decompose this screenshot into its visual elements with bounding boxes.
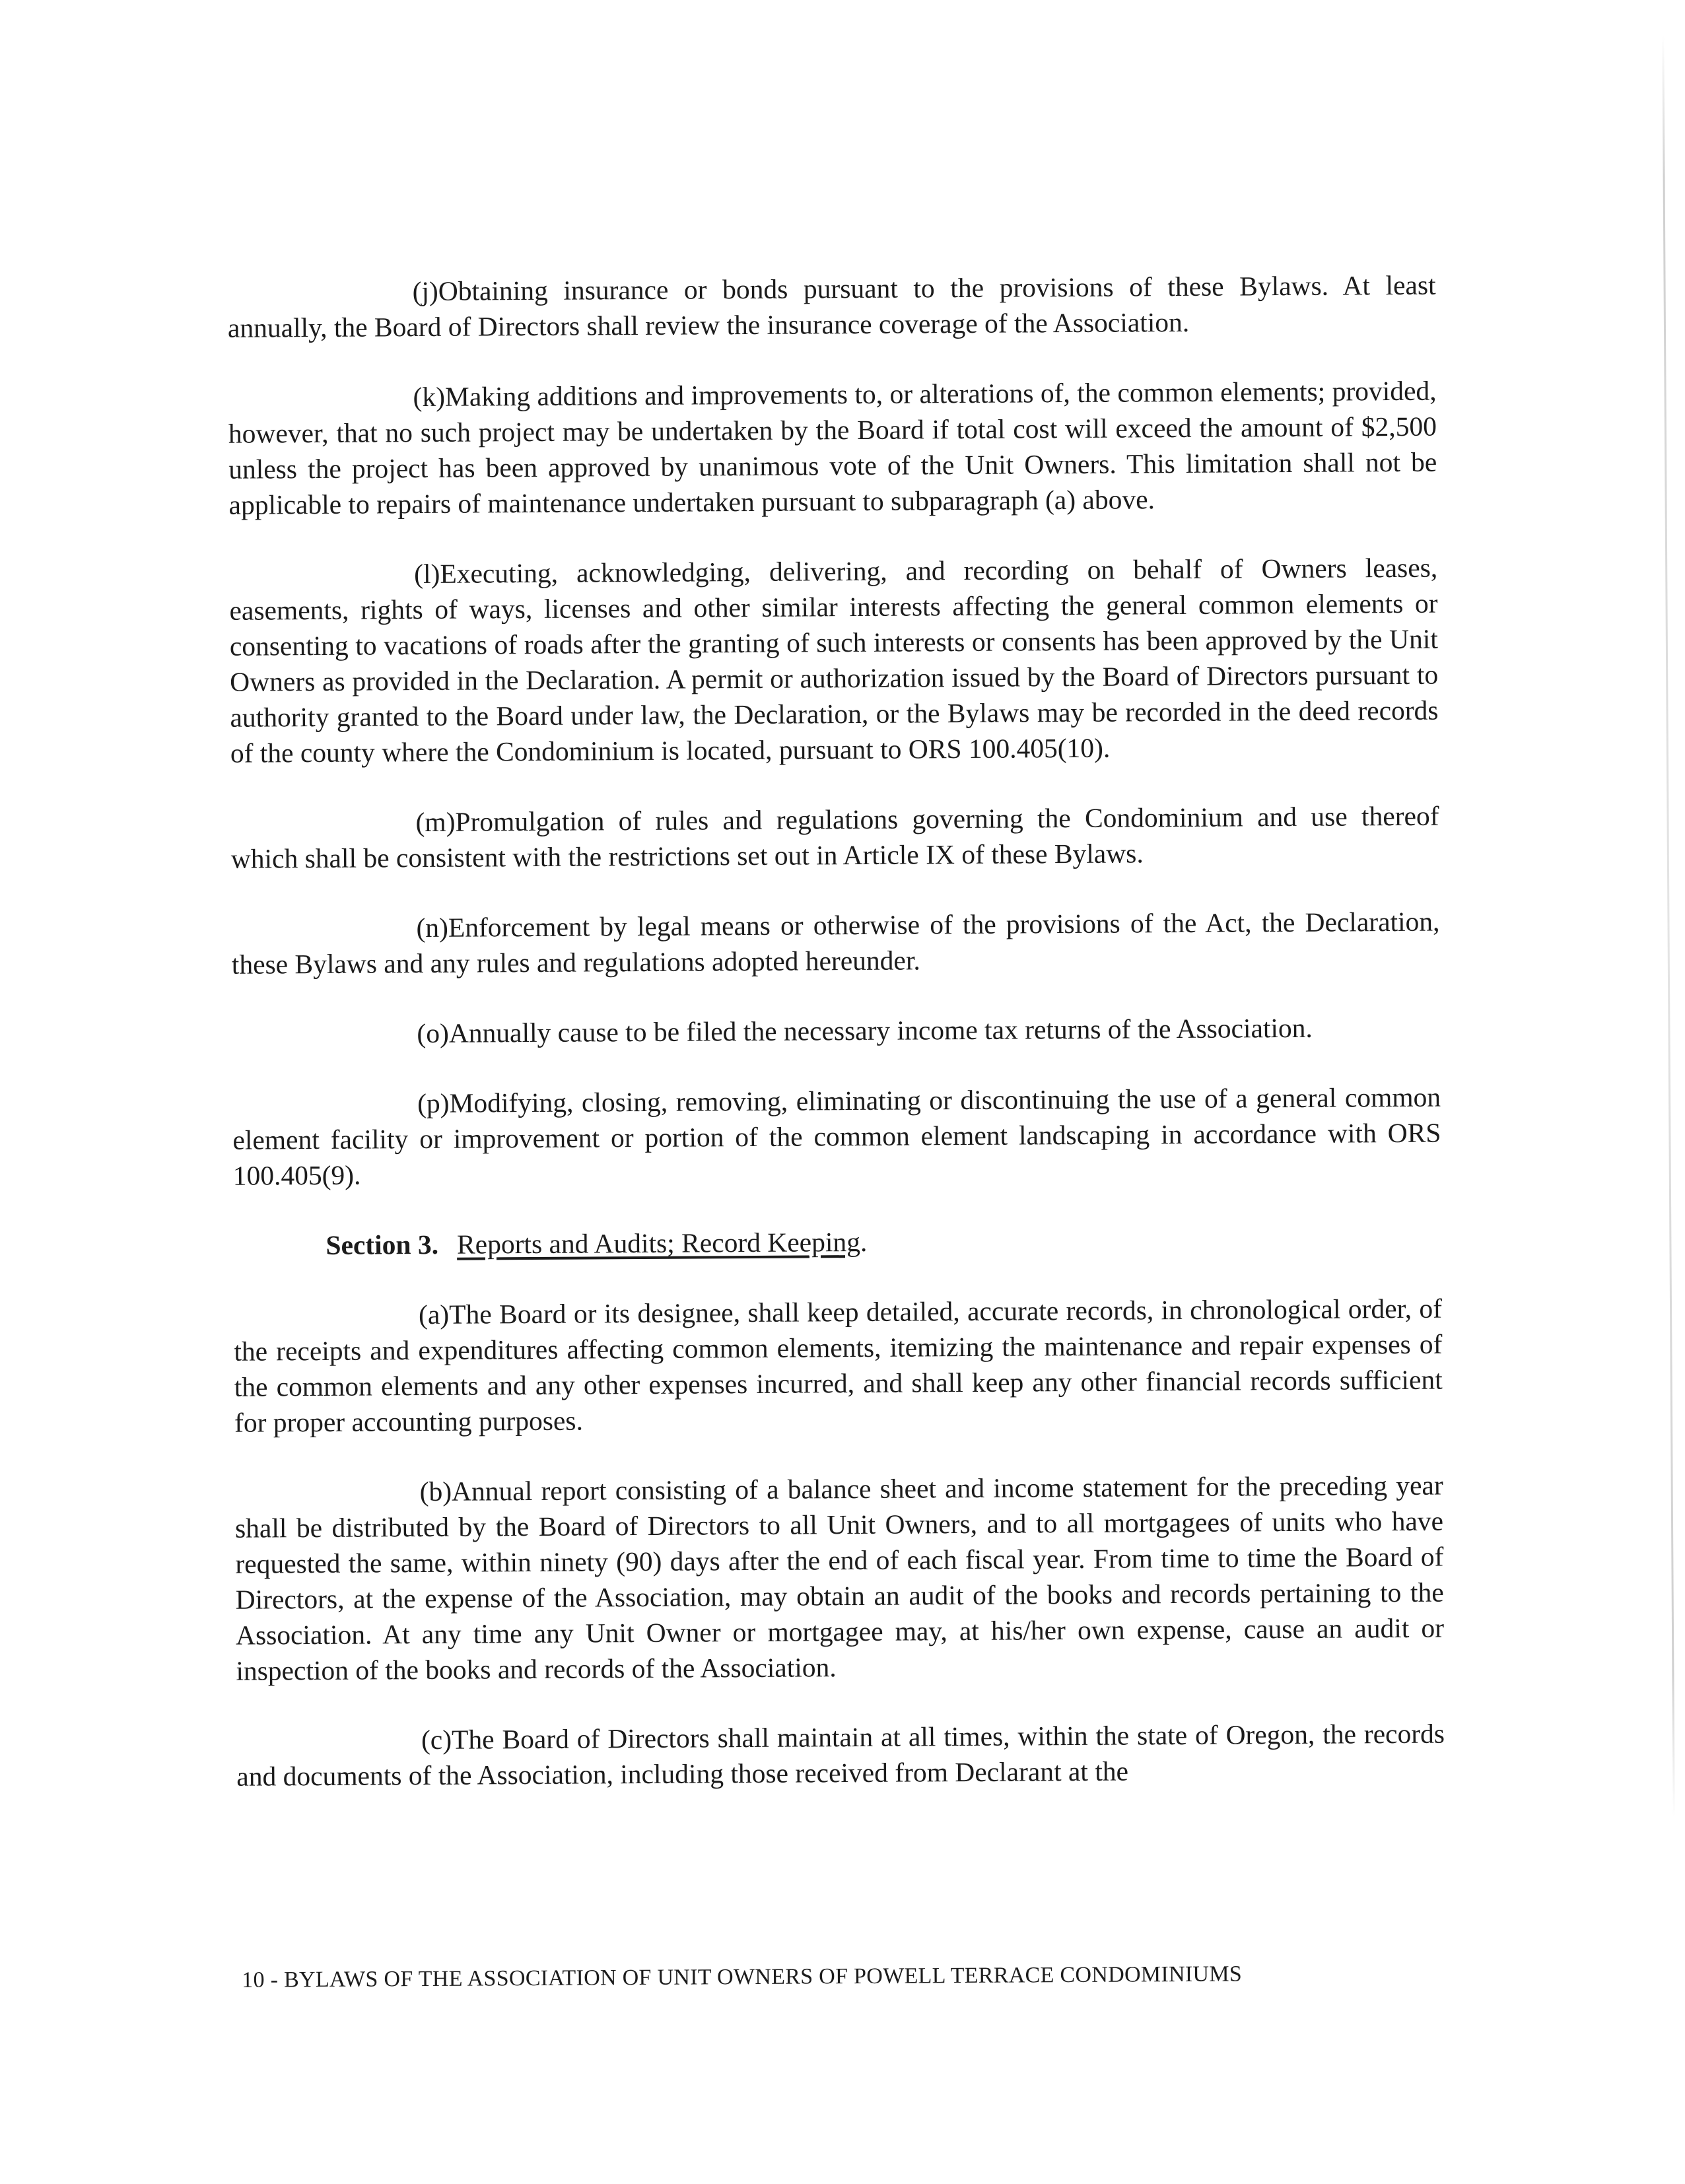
paragraph-marker: (j)	[412, 275, 438, 307]
paragraph-a	[234, 1291, 1443, 1441]
paragraph-text: Annual report consisting of a balance sheet and income statement for the preceding year shall be distributed by the Board of Directors to all Unit Owners, and to all mortgagees of units who have requested the same, within ninety (90) days after the end of each fiscal year. From time to time the Board of Directors, at the expense of the Association, may obtain an audit of the books and records pertaining to the Association. At any time any Unit Owner or mortgagee may, at his/her own expense, cause an audit or inspection of the books and records of the Association.	[234, 1470, 1445, 1686]
paragraph-text: The Board of Directors shall maintain at all times, within the state of Oregon, the records and documents of the Association, including those received from Declarant at the	[236, 1718, 1445, 1792]
section-title-period: .	[860, 1226, 868, 1257]
paragraph-b	[235, 1468, 1445, 1689]
paragraph-text: Making additions and improvements to, or alterations of, the common elements; provided, however, that no such project may be undertaken by the Board if total cost will exceed the amount of $2,500 unless the project has been approved by unanimous vote of the Unit Owners. This limitation shall not be applicable to repairs of maintenance undertaken pursuant to subparagraph (a) above.	[228, 375, 1437, 520]
paragraph-marker: (a)	[418, 1299, 450, 1330]
paragraph-text: Annually cause to be filed the necessary income tax returns of the Association.	[448, 1012, 1313, 1048]
paragraph-m	[230, 798, 1439, 877]
paragraph-marker: (k)	[413, 381, 446, 413]
paragraph-marker: (n)	[416, 912, 449, 943]
paragraph-p	[232, 1079, 1441, 1194]
paragraph-text: Promulgation of rules and regulations governing the Condominium and use thereof which shall be consistent with the restrictions set out in Article IX of these Bylaws.	[230, 800, 1439, 874]
paragraph-marker: (c)	[421, 1724, 452, 1756]
paragraph-marker: (l)	[414, 558, 440, 590]
paragraph-marker: (p)	[417, 1087, 450, 1119]
paragraph-text: The Board or its designee, shall keep detailed, accurate records, in chronological order, of the receipts and expenditures affecting common elements, itemizing the maintenance and repair expenses of the common elements and any other expenses incurred, and shall keep any other financial records sufficient for proper accounting purposes.	[234, 1293, 1443, 1438]
paragraph-k	[228, 373, 1437, 523]
section-number: Section 3.	[326, 1229, 439, 1260]
paragraph-text: Obtaining insurance or bonds pursuant to the provisions of these Bylaws. At least annually, the Board of Directors shall review the insurance coverage of the Association.	[227, 269, 1436, 343]
paragraph-text: Enforcement by legal means or otherwise of the provisions of the Act, the Declaration, these Bylaws and any rules and regulations adopted hereunder.	[231, 906, 1440, 980]
paragraph-text: Executing, acknowledging, delivering, and recording on behalf of Owners leases, easements, rights of ways, licenses and other similar interests affecting the general common elements or consenting to vacations of roads after the granting of such interests or consents has been approved by the Unit Owners as provided in the Declaration. A permit or authorization issued by the Board of Directors pursuant to authority granted to the Board under law, the Declaration, or the Bylaws may be recorded in the deed records of the county where the Condominium is located, pursuant to ORS 100.405(10).	[229, 552, 1439, 768]
bylaws-body	[227, 267, 1445, 1829]
paragraph-j	[227, 267, 1436, 346]
paragraph-marker: (o)	[417, 1017, 449, 1049]
paragraph-c	[236, 1716, 1445, 1794]
section-heading	[233, 1221, 1441, 1264]
section-title: Reports and Audits; Record Keeping	[456, 1226, 861, 1260]
scan-edge-shadow	[1662, 35, 1674, 1818]
paragraph-text: Modifying, closing, removing, eliminating or discontinuing the use of a general common element facility or improvement or portion of the common element landscaping in accordance with ORS 100.405(9).	[232, 1081, 1441, 1191]
paragraph-marker: (m)	[415, 806, 456, 838]
paragraph-n	[231, 904, 1440, 982]
page-footer: 10 - BYLAWS OF THE ASSOCIATION OF UNIT OWNERS OF POWELL TERRACE CONDOMINIUMS	[242, 1962, 1243, 1993]
paragraph-o	[232, 1009, 1440, 1052]
paragraph-marker: (b)	[419, 1476, 452, 1507]
paragraph-l	[229, 550, 1439, 771]
